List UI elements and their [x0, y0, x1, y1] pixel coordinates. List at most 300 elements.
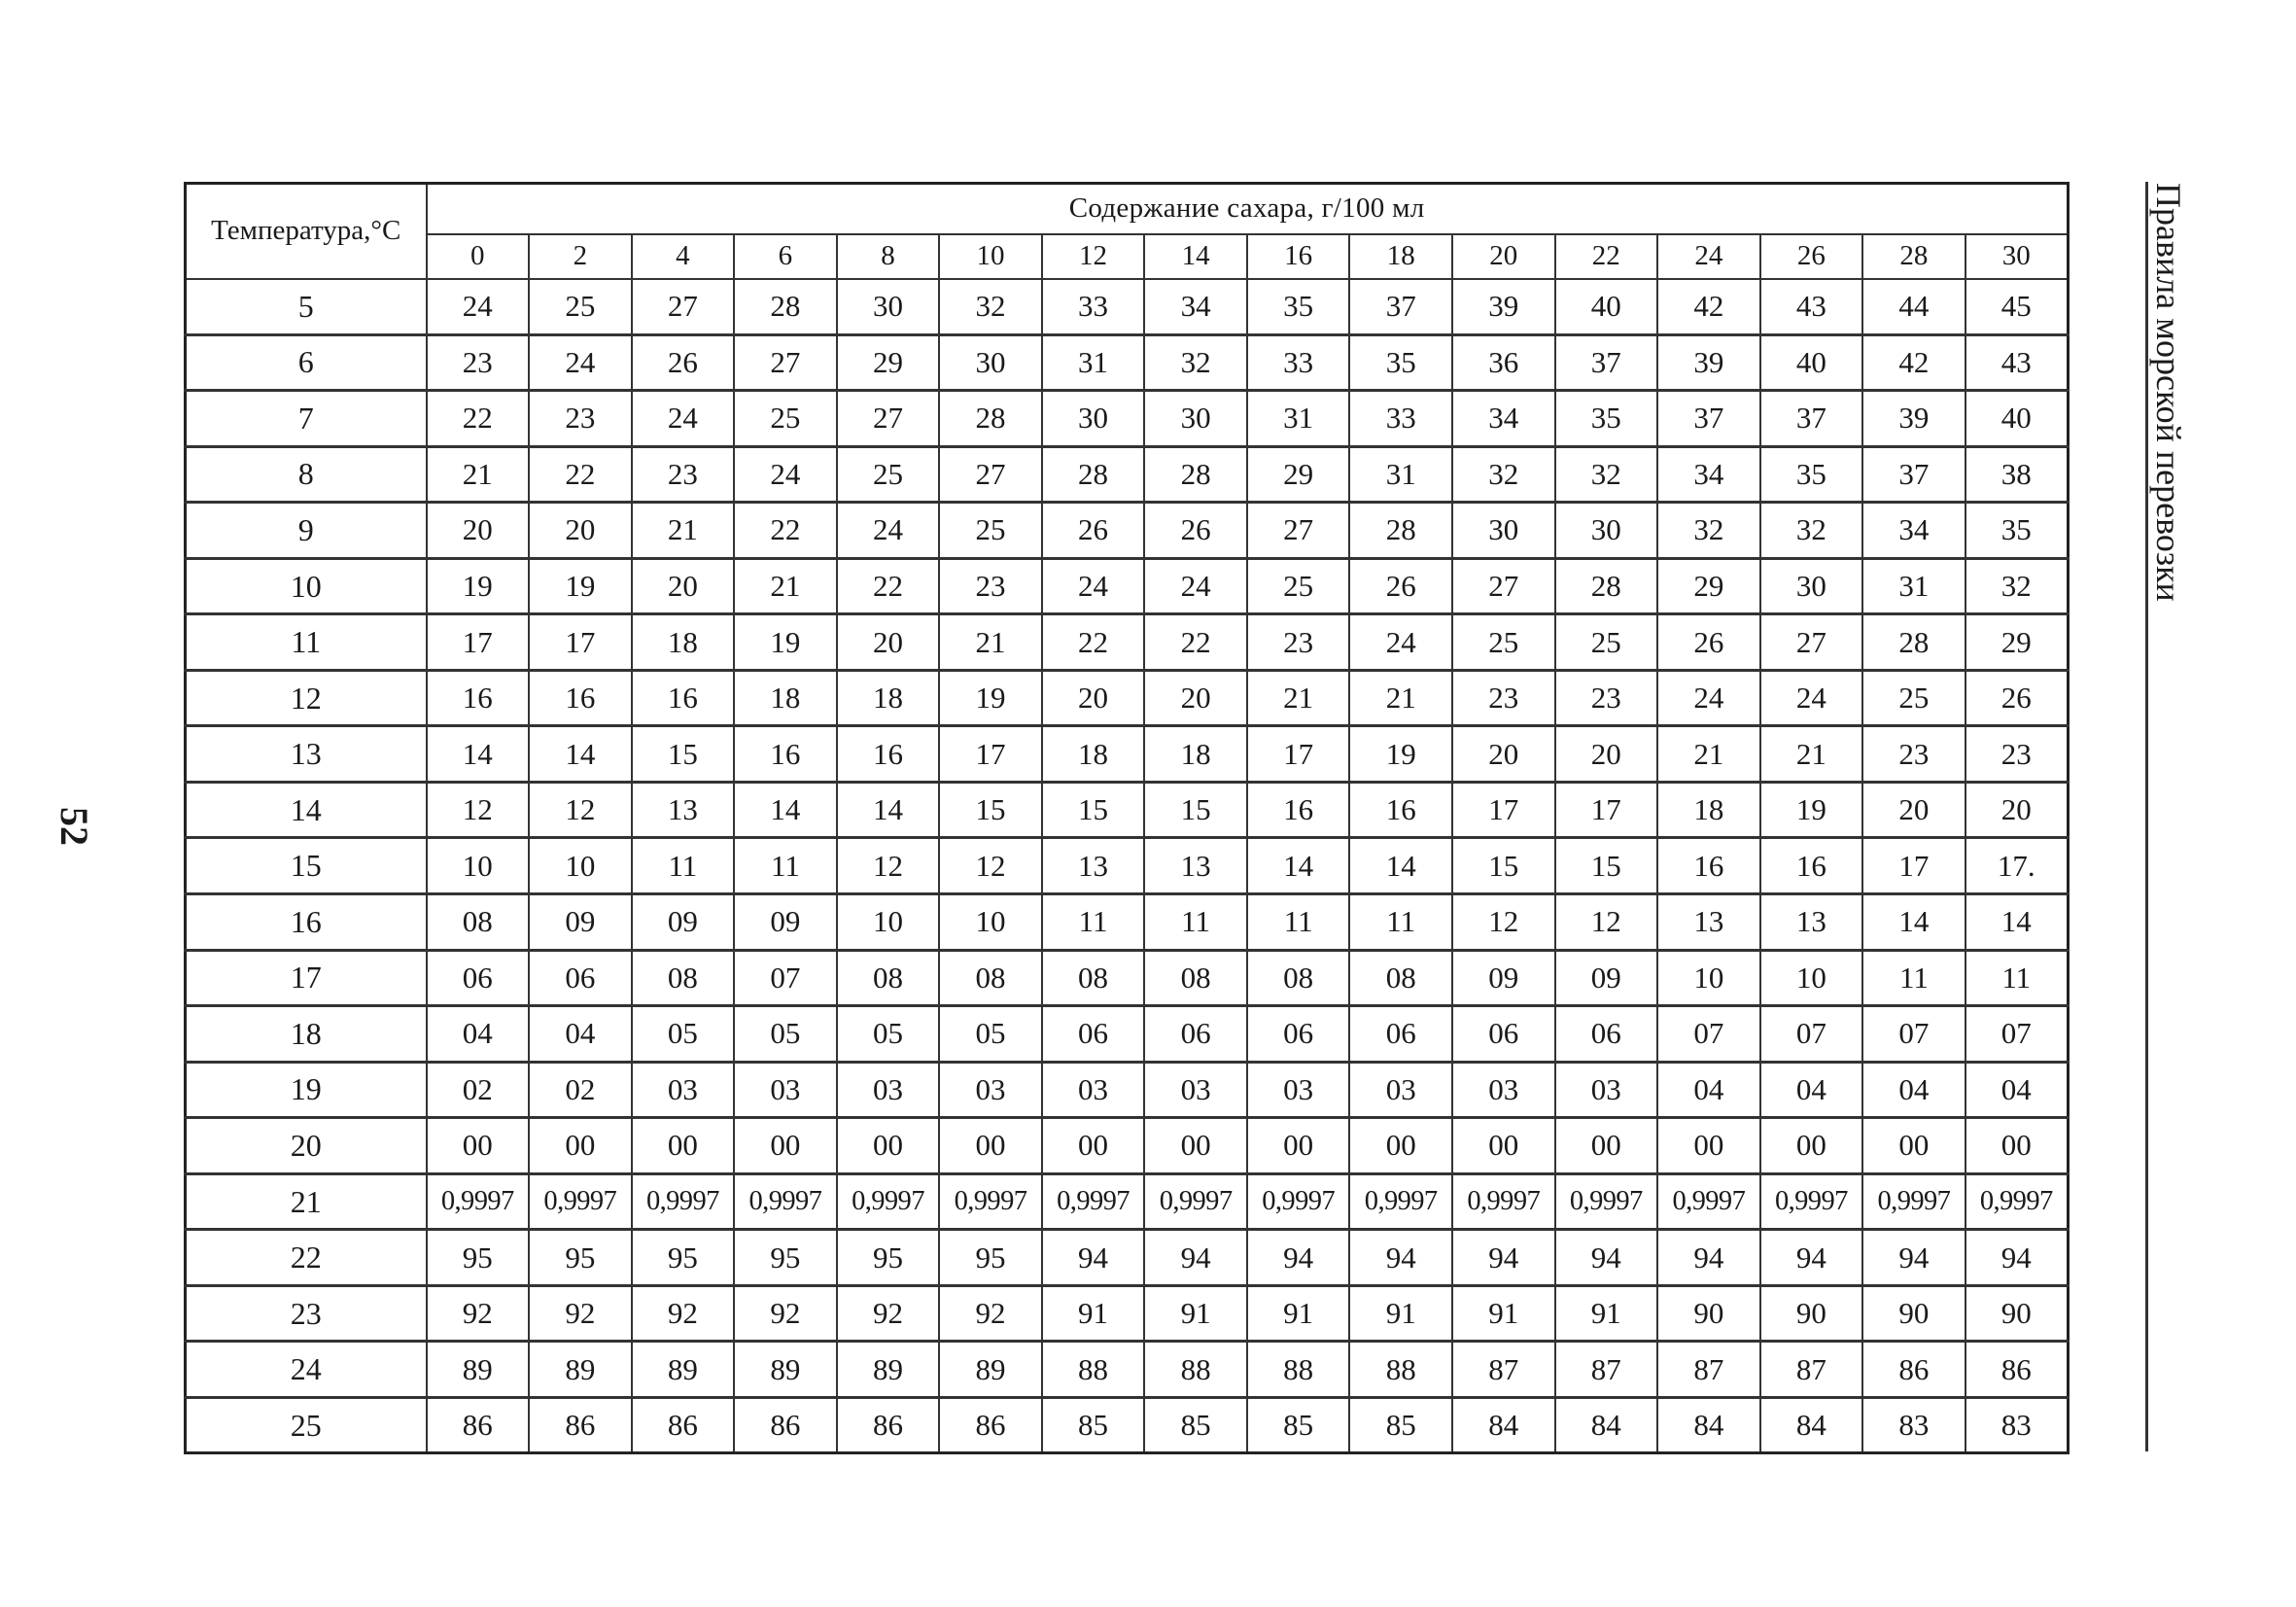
density-cell: 02 [427, 1062, 530, 1118]
density-cell: 92 [529, 1285, 632, 1342]
density-cell: 06 [1555, 1006, 1658, 1063]
density-cell: 32 [1657, 503, 1760, 559]
density-cell: 16 [1247, 782, 1350, 838]
density-cell: 86 [427, 1397, 530, 1453]
density-cell: 27 [632, 279, 735, 335]
density-cell: 11 [1042, 894, 1145, 951]
density-cell: 86 [837, 1397, 940, 1453]
density-cell: 04 [1760, 1062, 1863, 1118]
density-cell: 17. [1966, 838, 2069, 894]
density-cell: 22 [837, 558, 940, 614]
density-cell: 88 [1349, 1342, 1452, 1398]
temperature-cell: 23 [186, 1285, 427, 1342]
temperature-cell: 22 [186, 1230, 427, 1286]
density-cell: 0,9997 [1657, 1173, 1760, 1230]
density-cell: 23 [1966, 726, 2069, 783]
density-cell: 16 [837, 726, 940, 783]
density-cell: 20 [1452, 726, 1555, 783]
density-cell: 27 [1247, 503, 1350, 559]
density-cell: 10 [1760, 950, 1863, 1006]
density-cell: 37 [1349, 279, 1452, 335]
concentration-value-header: 10 [939, 234, 1042, 279]
density-cell: 20 [632, 558, 735, 614]
density-cell: 20 [837, 614, 940, 671]
temperature-cell: 8 [186, 446, 427, 503]
density-cell: 94 [1247, 1230, 1350, 1286]
density-cell: 94 [1966, 1230, 2069, 1286]
density-cell: 09 [529, 894, 632, 951]
density-cell: 0,9997 [1349, 1173, 1452, 1230]
density-cell: 13 [1760, 894, 1863, 951]
density-cell: 00 [1247, 1118, 1350, 1174]
density-cell: 34 [1862, 503, 1966, 559]
temperature-cell: 20 [186, 1118, 427, 1174]
density-cell: 83 [1966, 1397, 2069, 1453]
density-cell: 94 [1042, 1230, 1145, 1286]
density-cell: 08 [1144, 950, 1247, 1006]
density-cell: 40 [1555, 279, 1658, 335]
density-cell: 95 [427, 1230, 530, 1286]
density-cell: 85 [1247, 1397, 1350, 1453]
density-cell: 15 [632, 726, 735, 783]
density-cell: 17 [1452, 782, 1555, 838]
density-cell: 92 [837, 1285, 940, 1342]
density-cell: 12 [1555, 894, 1658, 951]
density-cell: 87 [1452, 1342, 1555, 1398]
density-cell: 07 [1862, 1006, 1966, 1063]
density-cell: 18 [837, 670, 940, 726]
density-cell: 14 [1349, 838, 1452, 894]
density-cell: 21 [1247, 670, 1350, 726]
density-cell: 03 [1144, 1062, 1247, 1118]
density-cell: 94 [1452, 1230, 1555, 1286]
density-cell: 43 [1966, 334, 2069, 391]
concentration-value-header: 30 [1966, 234, 2069, 279]
density-cell: 83 [1862, 1397, 1966, 1453]
density-cell: 10 [837, 894, 940, 951]
density-cell: 20 [1555, 726, 1658, 783]
density-cell: 12 [1452, 894, 1555, 951]
table-row [186, 334, 2069, 391]
density-cell: 0,9997 [939, 1173, 1042, 1230]
density-cell: 15 [939, 782, 1042, 838]
density-cell: 09 [1555, 950, 1658, 1006]
temperature-cell: 5 [186, 279, 427, 335]
density-cell: 90 [1862, 1285, 1966, 1342]
density-cell: 05 [632, 1006, 735, 1063]
density-cell: 19 [427, 558, 530, 614]
density-cell: 06 [1247, 1006, 1350, 1063]
density-cell: 87 [1657, 1342, 1760, 1398]
density-cell: 04 [1862, 1062, 1966, 1118]
density-cell: 00 [1452, 1118, 1555, 1174]
density-cell: 37 [1555, 334, 1658, 391]
density-cell: 39 [1657, 334, 1760, 391]
density-cell: 0,9997 [1247, 1173, 1350, 1230]
density-cell: 35 [1349, 334, 1452, 391]
density-cell: 28 [1862, 614, 1966, 671]
density-cell: 16 [1657, 838, 1760, 894]
density-cell: 09 [632, 894, 735, 951]
density-cell: 00 [1862, 1118, 1966, 1174]
density-table-container [184, 182, 2067, 1451]
density-cell: 15 [1144, 782, 1247, 838]
temperature-cell: 10 [186, 558, 427, 614]
density-cell: 85 [1042, 1397, 1145, 1453]
density-cell: 14 [837, 782, 940, 838]
concentration-value-header: 14 [1144, 234, 1247, 279]
density-cell: 08 [939, 950, 1042, 1006]
density-cell: 35 [1760, 446, 1863, 503]
density-cell: 25 [734, 391, 837, 447]
density-cell: 88 [1042, 1342, 1145, 1398]
density-cell: 03 [837, 1062, 940, 1118]
density-cell: 86 [529, 1397, 632, 1453]
density-cell: 89 [632, 1342, 735, 1398]
density-cell: 94 [1349, 1230, 1452, 1286]
density-cell: 24 [529, 334, 632, 391]
density-cell: 14 [734, 782, 837, 838]
density-cell: 30 [1144, 391, 1247, 447]
density-cell: 31 [1042, 334, 1145, 391]
density-cell: 20 [529, 503, 632, 559]
density-cell: 02 [529, 1062, 632, 1118]
density-cell: 18 [734, 670, 837, 726]
density-cell: 21 [1760, 726, 1863, 783]
density-cell: 08 [427, 894, 530, 951]
concentration-value-header: 6 [734, 234, 837, 279]
density-cell: 06 [1042, 1006, 1145, 1063]
density-cell: 10 [939, 894, 1042, 951]
concentration-value-header: 0 [427, 234, 530, 279]
concentration-header: Содержание сахара, г/100 мл [427, 184, 2069, 234]
density-cell: 23 [939, 558, 1042, 614]
density-cell: 37 [1862, 446, 1966, 503]
temperature-cell: 21 [186, 1173, 427, 1230]
density-cell: 90 [1966, 1285, 2069, 1342]
density-cell: 20 [1966, 782, 2069, 838]
density-cell: 89 [837, 1342, 940, 1398]
concentration-value-header: 22 [1555, 234, 1658, 279]
concentration-value-header: 2 [529, 234, 632, 279]
table-row [186, 614, 2069, 671]
density-cell: 42 [1862, 334, 1966, 391]
concentration-value-header: 24 [1657, 234, 1760, 279]
density-cell: 05 [734, 1006, 837, 1063]
density-cell: 26 [1144, 503, 1247, 559]
density-cell: 0,9997 [529, 1173, 632, 1230]
density-cell: 05 [939, 1006, 1042, 1063]
density-cell: 91 [1144, 1285, 1247, 1342]
density-cell: 32 [1452, 446, 1555, 503]
density-cell: 30 [1042, 391, 1145, 447]
density-cell: 03 [1555, 1062, 1658, 1118]
density-cell: 24 [837, 503, 940, 559]
density-cell: 30 [1760, 558, 1863, 614]
density-cell: 42 [1657, 279, 1760, 335]
density-cell: 28 [734, 279, 837, 335]
density-cell: 06 [1452, 1006, 1555, 1063]
temperature-cell: 12 [186, 670, 427, 726]
table-row [186, 782, 2069, 838]
density-cell: 0,9997 [734, 1173, 837, 1230]
density-cell: 00 [1657, 1118, 1760, 1174]
table-row [186, 503, 2069, 559]
density-cell: 25 [1452, 614, 1555, 671]
density-cell: 06 [427, 950, 530, 1006]
density-table [184, 182, 2070, 1454]
density-cell: 17 [529, 614, 632, 671]
table-row [186, 446, 2069, 503]
density-cell: 94 [1657, 1230, 1760, 1286]
table-row [186, 1062, 2069, 1118]
density-cell: 07 [734, 950, 837, 1006]
density-cell: 12 [837, 838, 940, 894]
table-row [186, 726, 2069, 783]
density-cell: 89 [939, 1342, 1042, 1398]
density-cell: 04 [427, 1006, 530, 1063]
density-cell: 13 [1144, 838, 1247, 894]
density-cell: 86 [1862, 1342, 1966, 1398]
density-cell: 07 [1966, 1006, 2069, 1063]
density-cell: 85 [1144, 1397, 1247, 1453]
density-cell: 04 [529, 1006, 632, 1063]
density-cell: 94 [1555, 1230, 1658, 1286]
density-cell: 14 [1966, 894, 2069, 951]
density-cell: 00 [837, 1118, 940, 1174]
density-cell: 23 [632, 446, 735, 503]
density-cell: 16 [632, 670, 735, 726]
page-number: 52 [52, 807, 96, 846]
density-cell: 19 [529, 558, 632, 614]
density-cell: 03 [734, 1062, 837, 1118]
density-cell: 20 [1144, 670, 1247, 726]
density-cell: 95 [837, 1230, 940, 1286]
density-cell: 22 [734, 503, 837, 559]
density-cell: 26 [1966, 670, 2069, 726]
density-cell: 16 [1349, 782, 1452, 838]
density-cell: 00 [1042, 1118, 1145, 1174]
density-cell: 94 [1144, 1230, 1247, 1286]
density-cell: 85 [1349, 1397, 1452, 1453]
density-cell: 26 [1349, 558, 1452, 614]
density-cell: 03 [1349, 1062, 1452, 1118]
table-row [186, 279, 2069, 335]
density-cell: 94 [1862, 1230, 1966, 1286]
density-cell: 00 [734, 1118, 837, 1174]
density-cell: 34 [1144, 279, 1247, 335]
density-cell: 0,9997 [1966, 1173, 2069, 1230]
density-cell: 25 [1862, 670, 1966, 726]
density-cell: 06 [1349, 1006, 1452, 1063]
density-cell: 21 [1349, 670, 1452, 726]
density-cell: 12 [939, 838, 1042, 894]
density-cell: 35 [1555, 391, 1658, 447]
density-cell: 00 [427, 1118, 530, 1174]
temperature-cell: 17 [186, 950, 427, 1006]
density-cell: 13 [1657, 894, 1760, 951]
density-cell: 23 [1862, 726, 1966, 783]
density-cell: 21 [632, 503, 735, 559]
density-cell: 20 [1862, 782, 1966, 838]
density-cell: 27 [939, 446, 1042, 503]
table-row [186, 1173, 2069, 1230]
table-body [186, 279, 2069, 1453]
density-cell: 86 [939, 1397, 1042, 1453]
density-cell: 86 [1966, 1342, 2069, 1398]
density-cell: 19 [939, 670, 1042, 726]
density-cell: 00 [1760, 1118, 1863, 1174]
density-cell: 05 [837, 1006, 940, 1063]
density-cell: 00 [939, 1118, 1042, 1174]
density-cell: 28 [1144, 446, 1247, 503]
temperature-cell: 25 [186, 1397, 427, 1453]
side-title: Правила морской перевозки [2149, 183, 2188, 602]
density-cell: 10 [427, 838, 530, 894]
concentration-value-header: 20 [1452, 234, 1555, 279]
density-cell: 91 [1349, 1285, 1452, 1342]
density-cell: 11 [1247, 894, 1350, 951]
density-cell: 17 [427, 614, 530, 671]
temperature-cell: 7 [186, 391, 427, 447]
density-cell: 17 [1862, 838, 1966, 894]
density-cell: 94 [1760, 1230, 1863, 1286]
density-cell: 00 [1349, 1118, 1452, 1174]
density-cell: 39 [1452, 279, 1555, 335]
density-cell: 21 [1657, 726, 1760, 783]
density-cell: 16 [427, 670, 530, 726]
density-cell: 16 [529, 670, 632, 726]
density-cell: 91 [1247, 1285, 1350, 1342]
density-cell: 25 [939, 503, 1042, 559]
density-cell: 06 [1144, 1006, 1247, 1063]
density-cell: 34 [1452, 391, 1555, 447]
density-cell: 33 [1349, 391, 1452, 447]
density-cell: 44 [1862, 279, 1966, 335]
density-cell: 92 [632, 1285, 735, 1342]
density-cell: 0,9997 [1452, 1173, 1555, 1230]
density-cell: 24 [427, 279, 530, 335]
density-cell: 30 [1555, 503, 1658, 559]
density-cell: 24 [1144, 558, 1247, 614]
density-cell: 28 [1555, 558, 1658, 614]
density-cell: 24 [1349, 614, 1452, 671]
concentration-value-header: 4 [632, 234, 735, 279]
density-cell: 0,9997 [1144, 1173, 1247, 1230]
density-cell: 95 [734, 1230, 837, 1286]
density-cell: 31 [1349, 446, 1452, 503]
density-cell: 18 [632, 614, 735, 671]
density-cell: 00 [1966, 1118, 2069, 1174]
density-cell: 33 [1042, 279, 1145, 335]
density-cell: 09 [1452, 950, 1555, 1006]
density-cell: 29 [1247, 446, 1350, 503]
density-cell: 27 [837, 391, 940, 447]
density-cell: 39 [1862, 391, 1966, 447]
density-cell: 24 [632, 391, 735, 447]
density-cell: 38 [1966, 446, 2069, 503]
density-cell: 87 [1555, 1342, 1658, 1398]
density-cell: 22 [529, 446, 632, 503]
density-cell: 29 [1966, 614, 2069, 671]
concentration-value-header: 26 [1760, 234, 1863, 279]
density-cell: 18 [1657, 782, 1760, 838]
density-cell: 00 [1144, 1118, 1247, 1174]
density-cell: 0,9997 [1862, 1173, 1966, 1230]
density-cell: 34 [1657, 446, 1760, 503]
density-cell: 17 [1247, 726, 1350, 783]
density-cell: 22 [1042, 614, 1145, 671]
density-cell: 17 [1555, 782, 1658, 838]
temperature-cell: 15 [186, 838, 427, 894]
density-cell: 91 [1452, 1285, 1555, 1342]
density-cell: 25 [1555, 614, 1658, 671]
density-cell: 08 [1247, 950, 1350, 1006]
density-cell: 11 [1862, 950, 1966, 1006]
density-cell: 30 [939, 334, 1042, 391]
density-cell: 30 [1452, 503, 1555, 559]
density-cell: 27 [1760, 614, 1863, 671]
concentration-value-header: 8 [837, 234, 940, 279]
density-cell: 13 [632, 782, 735, 838]
density-cell: 92 [427, 1285, 530, 1342]
density-cell: 24 [1042, 558, 1145, 614]
density-cell: 07 [1760, 1006, 1863, 1063]
density-cell: 84 [1452, 1397, 1555, 1453]
table-row [186, 670, 2069, 726]
density-cell: 35 [1247, 279, 1350, 335]
table-row [186, 1118, 2069, 1174]
density-cell: 14 [1247, 838, 1350, 894]
density-cell: 28 [1349, 503, 1452, 559]
density-cell: 21 [427, 446, 530, 503]
density-cell: 18 [1042, 726, 1145, 783]
density-cell: 32 [1760, 503, 1863, 559]
density-cell: 91 [1555, 1285, 1658, 1342]
density-cell: 13 [1042, 838, 1145, 894]
density-cell: 03 [1452, 1062, 1555, 1118]
concentration-value-header: 28 [1862, 234, 1966, 279]
density-cell: 84 [1555, 1397, 1658, 1453]
density-cell: 28 [1042, 446, 1145, 503]
concentration-values-row [186, 234, 2069, 279]
density-cell: 23 [1247, 614, 1350, 671]
temperature-header: Температура,°С [186, 184, 427, 279]
density-cell: 43 [1760, 279, 1863, 335]
table-row [186, 1285, 2069, 1342]
density-cell: 0,9997 [837, 1173, 940, 1230]
density-cell: 08 [632, 950, 735, 1006]
density-cell: 89 [734, 1342, 837, 1398]
density-cell: 84 [1760, 1397, 1863, 1453]
density-cell: 30 [837, 279, 940, 335]
temperature-cell: 11 [186, 614, 427, 671]
density-cell: 19 [734, 614, 837, 671]
temperature-cell: 19 [186, 1062, 427, 1118]
density-cell: 15 [1042, 782, 1145, 838]
density-cell: 23 [529, 391, 632, 447]
density-cell: 89 [427, 1342, 530, 1398]
density-cell: 07 [1657, 1006, 1760, 1063]
density-cell: 95 [529, 1230, 632, 1286]
density-cell: 14 [1862, 894, 1966, 951]
density-cell: 14 [427, 726, 530, 783]
density-cell: 0,9997 [1042, 1173, 1145, 1230]
density-cell: 21 [939, 614, 1042, 671]
density-cell: 23 [427, 334, 530, 391]
density-cell: 0,9997 [1760, 1173, 1863, 1230]
density-cell: 31 [1247, 391, 1350, 447]
